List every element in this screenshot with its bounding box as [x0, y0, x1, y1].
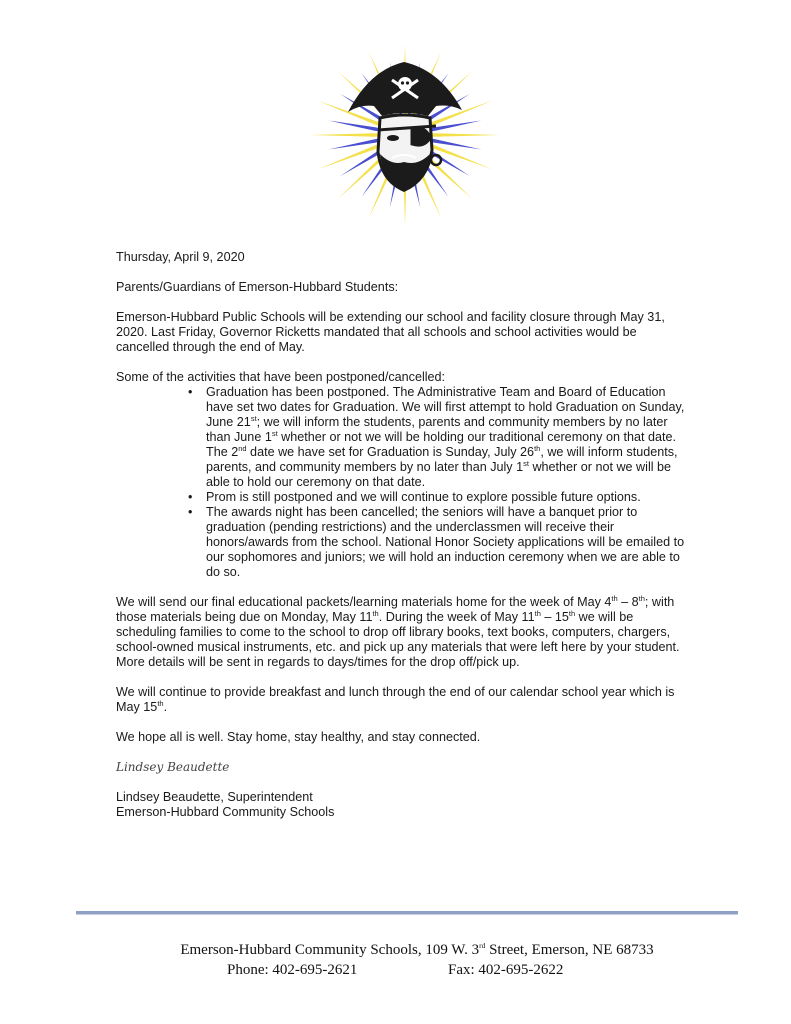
pirate-mascot-logo [300, 40, 510, 230]
paragraph-closure: Emerson-Hubbard Public Schools will be extending our school and facility closure through May 31, 2020. Last Friday, Governor Ricketts mandated that all schools and school activities would be cancelled through the end of May. [116, 310, 665, 354]
eye [387, 135, 399, 141]
list-item-awards: • The awards night has been cancelled; the seniors will have a banquet prior to graduation (pending restrictions) and the underclassmen will receive their honors/awards from the school. National Honor Society applications will be emailed to our sophomores and juniors; we will hold an induction ceremony when we are able to do so. [186, 505, 686, 580]
letterhead-footer [76, 942, 738, 982]
footer-address: Emerson-Hubbard Community Schools, 109 W. 3rd Street, Emerson, NE 68733 [180, 941, 654, 958]
letter-body [116, 250, 686, 820]
handwritten-signature: Lindsey Beaudette [116, 760, 230, 774]
list-item-prom: • Prom is still postponed and we will continue to explore possible future options. [186, 490, 686, 505]
footer-fax: Fax: 402-695-2622 [448, 962, 564, 978]
paragraph-closing: We hope all is well. Stay home, stay healthy, and stay connected. [116, 730, 481, 744]
footer-phone: Phone: 402-695-2621 [227, 962, 358, 978]
letter-salutation: Parents/Guardians of Emerson-Hubbard Students: [116, 280, 399, 294]
signer-name: Lindsey Beaudette, Superintendent [116, 790, 313, 804]
letter-date: Thursday, April 9, 2020 [116, 250, 245, 264]
signer-organization: Emerson-Hubbard Community Schools [116, 805, 335, 819]
activities-list [116, 385, 686, 580]
footer-divider [76, 911, 738, 915]
paragraph-meals: We will continue to provide breakfast and lunch through the end of our calendar school year which is May 15th. [116, 685, 675, 714]
list-item-graduation: • Graduation has been postponed. The Administrative Team and Board of Education have set two dates for Graduation. We will first attempt to hold Graduation on Sunday, June 21st; we will inform the students, parents and community members by no later than June 1st whether or not we will be holding our traditional ceremony on that date. The 2nd date we have set for Graduation is Sunday, July 26th, we will inform students, parents, and community members by no later than July 1st whether or not we will be able to hold our ceremony on that date. [186, 385, 686, 490]
footer-contact [76, 962, 738, 982]
activities-intro: Some of the activities that have been postponed/cancelled: [116, 370, 446, 384]
paragraph-packets: We will send our final educational packets/learning materials home for the week of May 4th – 8th; with those materials being due on Monday, May 11th. During the week of May 11th – 15th we will be scheduling families to come to the school to drop off library books, text books, computers, chargers, school-owned musical instruments, etc. and pick up any materials that were left here by your student. More details will be sent in regards to days/times for the drop off/pick up. [116, 593, 680, 669]
